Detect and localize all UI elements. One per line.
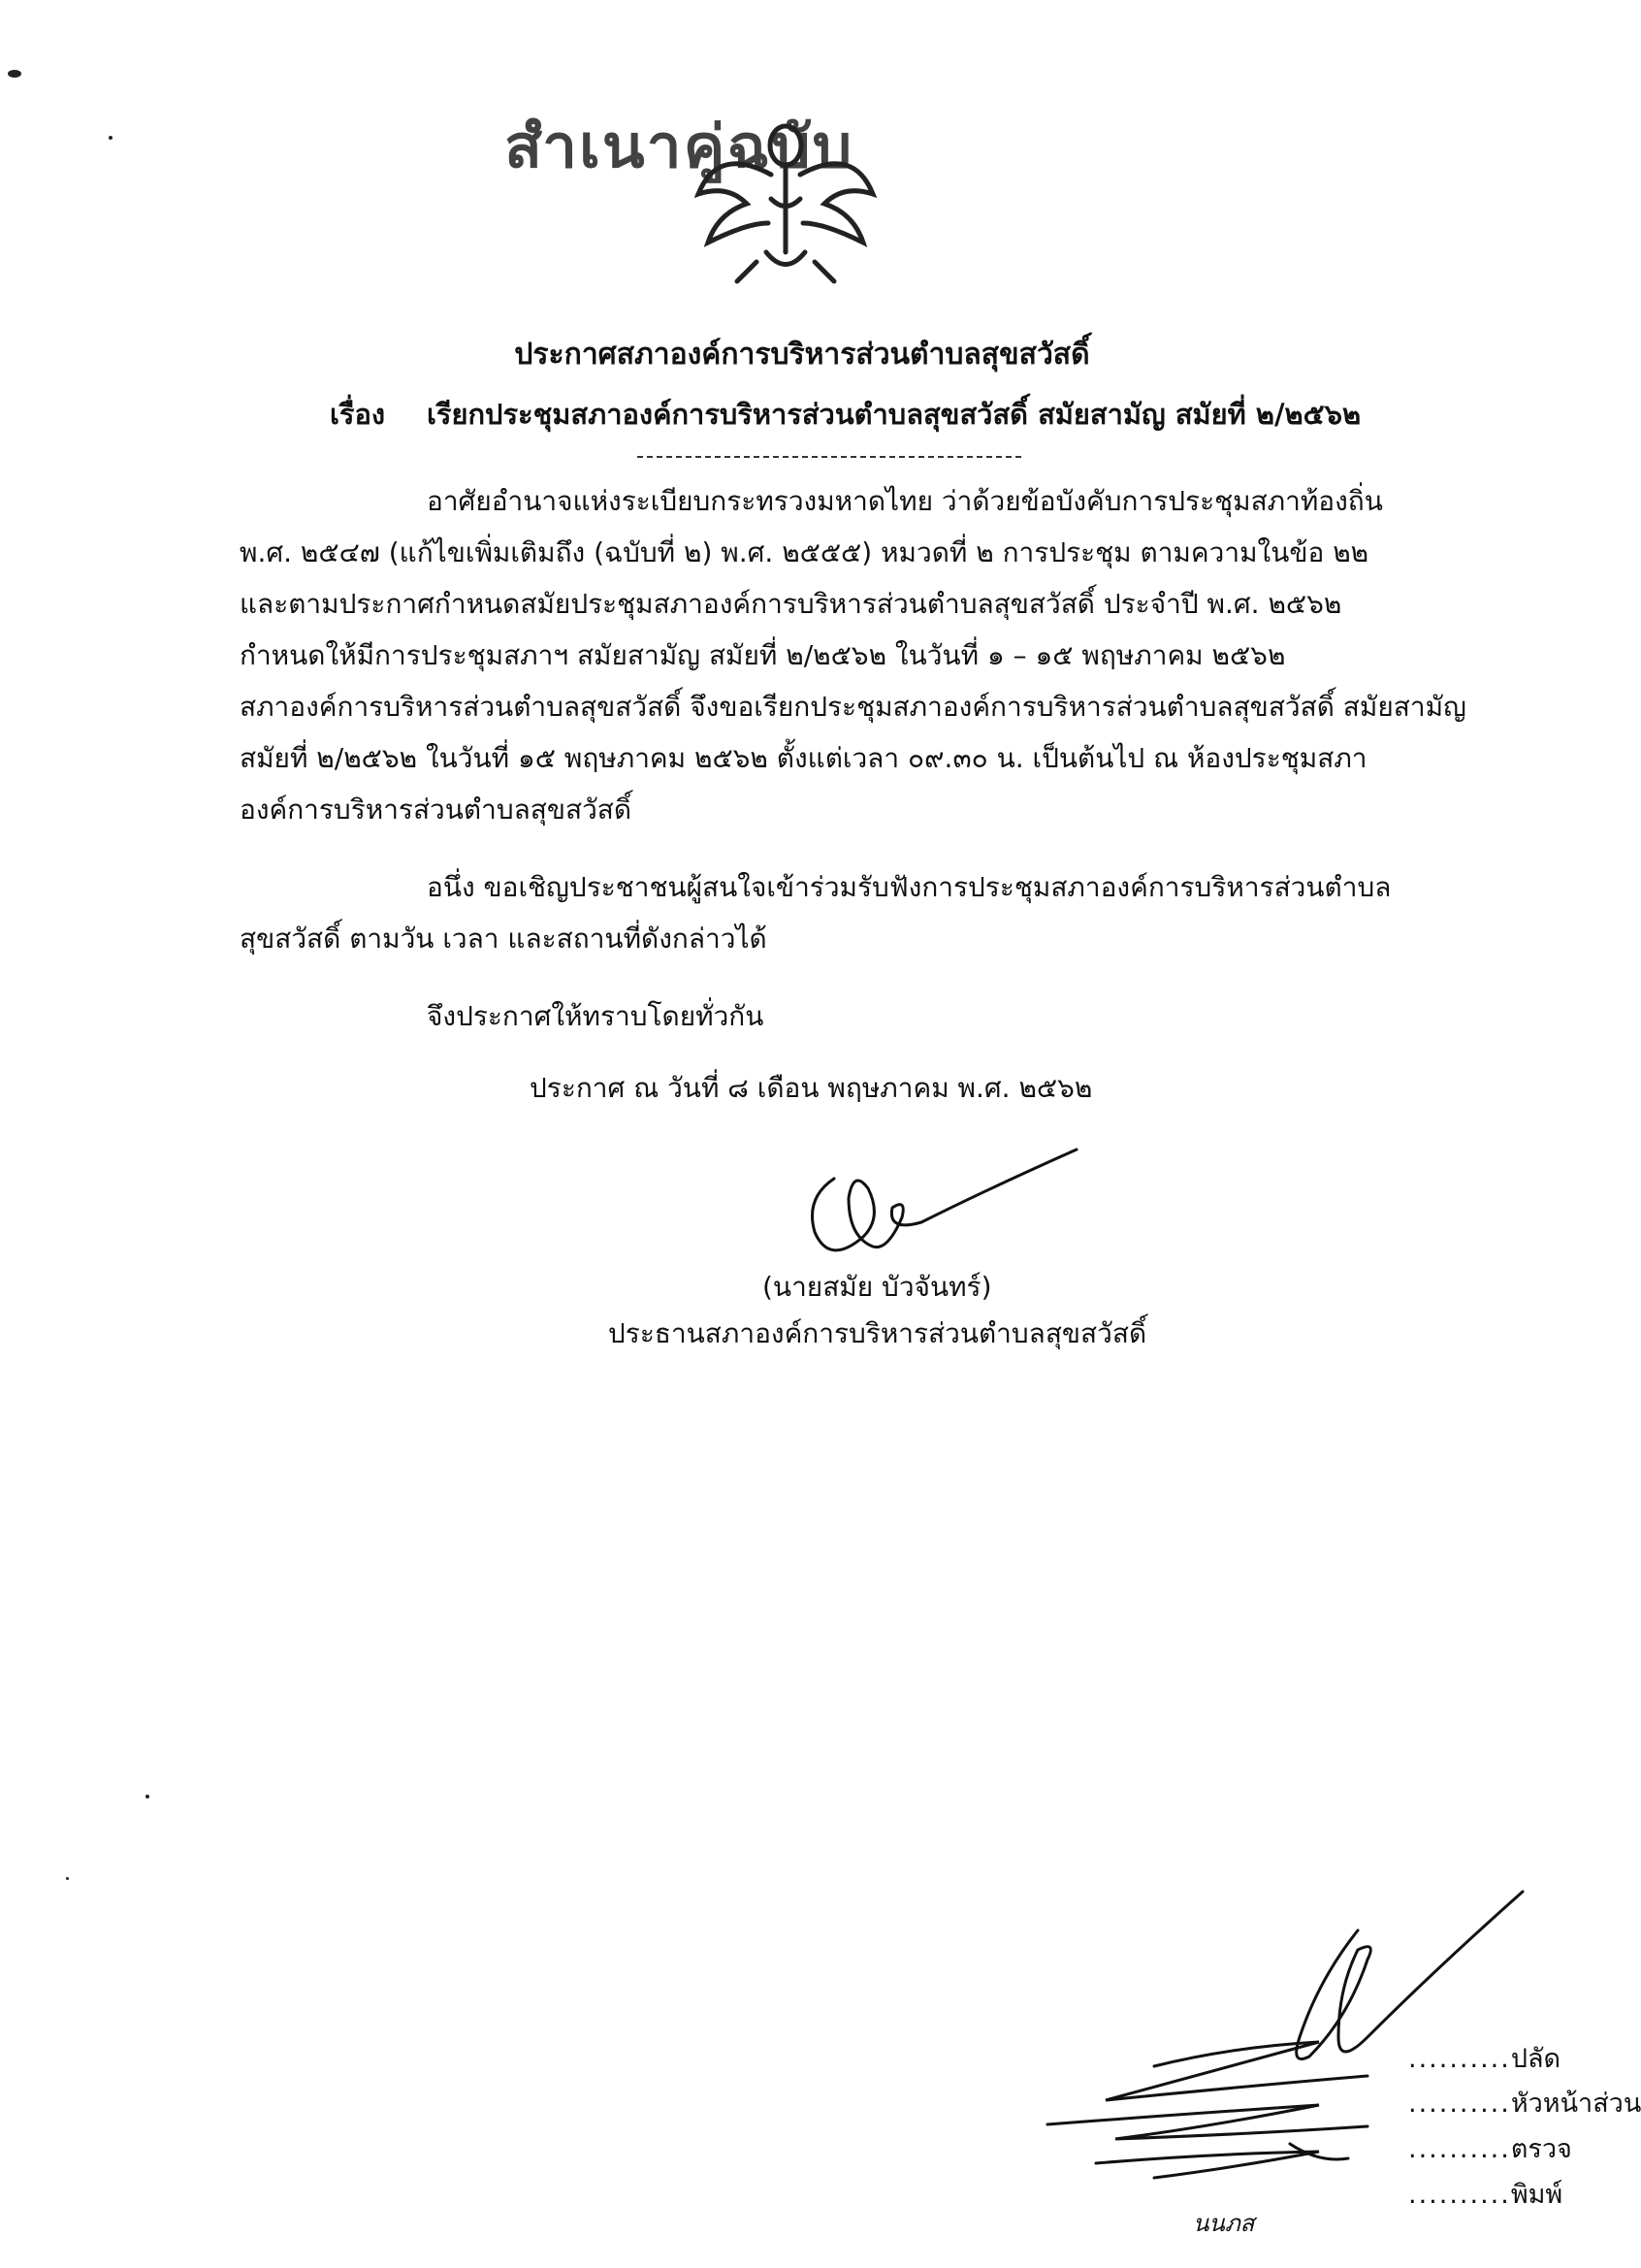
- body-line: พ.ศ. ๒๕๔๗ (แก้ไขเพิ่มเติมถึง (ฉบับที่ ๒) พ.ศ. ๒๕๕๕) หมวดที่ ๒ การประชุม ตามความในข้อ ๒๒: [240, 536, 1369, 568]
- body-line: และตามประกาศกำหนดสมัยประชุมสภาองค์การบริหารส่วนตำบลสุขสวัสดิ์ ประจำปี พ.ศ. ๒๕๖๒: [240, 588, 1342, 620]
- body-line: สุขสวัสดิ์ ตามวัน เวลา และสถานที่ดังกล่าวได้: [240, 923, 767, 955]
- title-divider: [637, 456, 1021, 458]
- closing-line: จึงประกาศให้ทราบโดยทั่วกัน: [427, 1000, 764, 1032]
- subject-label: เรื่อง: [330, 398, 386, 431]
- body-line: อาศัยอำนาจแห่งระเบียบกระทรวงมหาดไทย ว่าด้วยข้อบังคับการประชุมสภาท้องถิ่น: [427, 485, 1383, 517]
- scan-speck: [145, 1795, 149, 1798]
- announcement-body: [240, 475, 1477, 1042]
- routing-item-typed: ..........พิมพ์: [1408, 2180, 1563, 2210]
- copy-stamp: สำเนาคู่ฉบับ: [504, 113, 854, 182]
- announcement-title: ประกาศสภาองค์การบริหารส่วนตำบลสุขสวัสดิ์: [514, 338, 1090, 372]
- signatory-position: ประธานสภาองค์การบริหารส่วนตำบลสุขสวัสดิ์: [608, 1317, 1147, 1349]
- body-line: กำหนดให้มีการประชุมสภาฯ สมัยสามัญ สมัยที่ ๒/๒๕๖๒ ในวันที่ ๑ – ๑๕ พฤษภาคม ๒๕๖๒: [240, 639, 1286, 671]
- garuda-emblem: [679, 107, 892, 291]
- routing-item-check: ..........ตรวจ: [1408, 2134, 1572, 2164]
- scan-speck: [66, 1877, 69, 1880]
- routing-item-deputy: ..........ปลัด: [1408, 2044, 1561, 2074]
- announcement-date: ประกาศ ณ วันที่ ๘ เดือน พฤษภาคม พ.ศ. ๒๕๖๒: [530, 1072, 1093, 1104]
- scan-speck: [109, 136, 113, 140]
- signatory-name: (นายสมัย บัวจันทร์): [762, 1271, 992, 1303]
- body-line: อนึ่ง ขอเชิญประชาชนผู้สนใจเข้าร่วมรับฟังการประชุมสภาองค์การบริหารส่วนตำบล: [427, 871, 1392, 903]
- body-line: สมัยที่ ๒/๒๕๖๒ ในวันที่ ๑๕ พฤษภาคม ๒๕๖๒ ตั้งแต่เวลา ๐๙.๓๐ น. เป็นต้นไป ณ ห้องประชุมสภา: [240, 742, 1368, 774]
- routing-item-section-head: ..........หัวหน้าส่วน: [1408, 2089, 1641, 2119]
- chairman-signature: [795, 1140, 1086, 1276]
- scan-speck: [8, 70, 21, 78]
- typist-initials: นนภส: [1193, 2210, 1255, 2237]
- body-line: องค์การบริหารส่วนตำบลสุขสวัสดิ์: [240, 794, 632, 826]
- body-line: สภาองค์การบริหารส่วนตำบลสุขสวัสดิ์ จึงขอเรียกประชุมสภาองค์การบริหารส่วนตำบลสุขสวัสดิ์ สมัยสามัญ: [240, 691, 1466, 723]
- subject-text: เรียกประชุมสภาองค์การบริหารส่วนตำบลสุขสวัสดิ์ สมัยสามัญ สมัยที่ ๒/๒๕๖๒: [427, 398, 1362, 431]
